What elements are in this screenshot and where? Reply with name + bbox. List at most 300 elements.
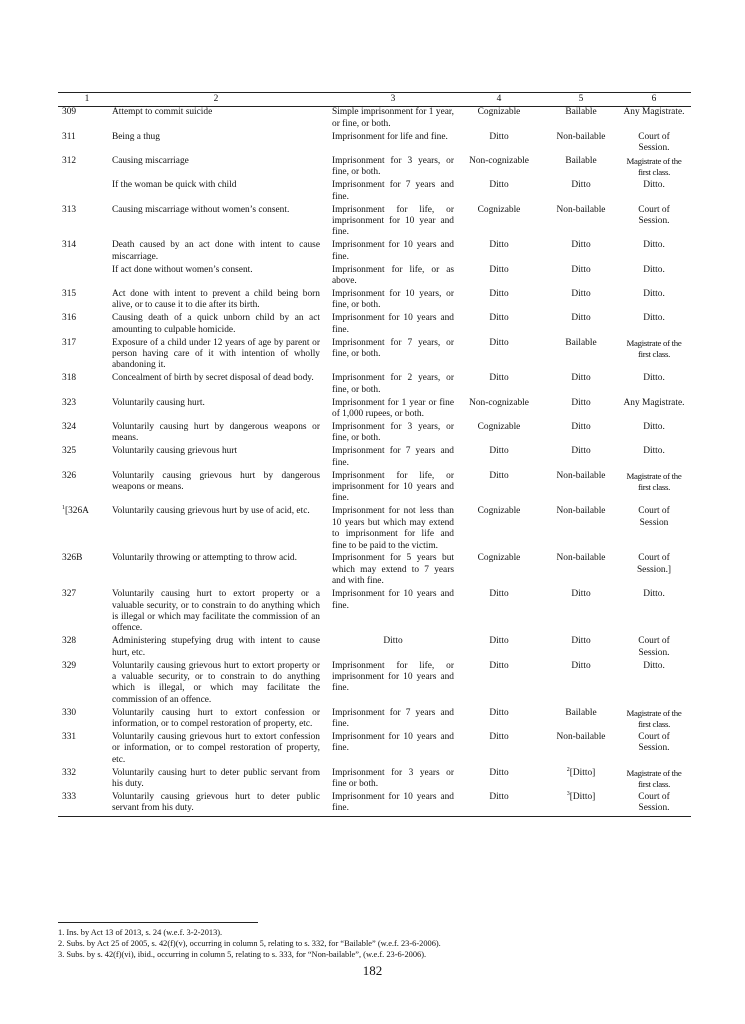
- punishment-cell: [332, 338, 459, 374]
- table-row: [58, 661, 691, 708]
- offence-cell: [112, 373, 332, 397]
- offence-cell: [112, 156, 332, 180]
- punishment-cell: [332, 205, 459, 241]
- cognizable-cell-text: Ditto: [489, 660, 509, 671]
- section-number: [58, 373, 112, 397]
- cognizable-cell: [459, 553, 539, 589]
- section-number-text: 332: [62, 767, 77, 778]
- court-cell-text: Magistrate of the first class.: [626, 707, 682, 730]
- court-cell-text: Ditto.: [643, 589, 665, 600]
- cognizable-cell-text: Ditto: [489, 792, 509, 803]
- cognizable-cell: [459, 422, 539, 446]
- punishment-cell-text: Imprisonment for life, or imprisonment for 10 years and fine.: [332, 660, 454, 694]
- court-cell: [623, 313, 691, 337]
- offence-cell-text: Voluntarily causing grievous hurt to extort property or a valuable security, or to constrain to do anything which is illegal, or which may facilitate the commission of an offence.: [112, 660, 320, 705]
- table-row: [58, 338, 691, 374]
- section-number: [58, 661, 112, 708]
- offence-cell-text: Act done with intent to prevent a child being born alive, or to cause it to die after its birth.: [112, 289, 320, 311]
- bailable-cell-text: Non-bailable: [556, 732, 606, 743]
- footnote-divider: [58, 922, 258, 923]
- section-number-text: 326B: [62, 553, 83, 564]
- bailable-cell: [539, 338, 623, 374]
- footnote: 2. Subs. by Act 25 of 2005, s. 42(f)(v), occurring in column 5, relating to s. 332, for “Bailable” (w.e.f. 23-6-2006).: [58, 939, 441, 948]
- offence-cell-text: Administering stupefying drug with intent to cause hurt, etc.: [112, 636, 320, 658]
- footnote: 3. Subs. by s. 42(f)(vi), ibid., occurring in column 5, relating to s. 333, for “Non-bailable”, (w.e.f. 23-6-2006).: [58, 950, 427, 959]
- cognizable-cell: [459, 589, 539, 636]
- bailable-cell: [539, 107, 623, 132]
- punishment-cell: [332, 708, 459, 732]
- court-cell-text: Ditto.: [643, 446, 665, 457]
- punishment-cell-text: Imprisonment for life, or imprisonment for 10 years and fine.: [332, 470, 454, 504]
- court-cell-text: Ditto.: [643, 313, 665, 324]
- table-row: [58, 180, 691, 204]
- table-body: [58, 107, 691, 817]
- offence-cell: [112, 732, 332, 768]
- cognizable-cell: [459, 373, 539, 397]
- court-cell: [623, 422, 691, 446]
- offence-cell: [112, 471, 332, 507]
- column-number: 1: [84, 94, 90, 104]
- punishment-cell-text: Imprisonment for life, or as above.: [332, 264, 454, 287]
- section-number: [58, 180, 112, 204]
- section-number: [58, 265, 112, 289]
- bailable-cell: [539, 471, 623, 507]
- offence-cell: [112, 107, 332, 132]
- punishment-cell-text: Imprisonment for 10 years, or fine, or both.: [332, 289, 454, 311]
- offence-cell: [112, 398, 332, 422]
- court-cell: [623, 661, 691, 708]
- punishment-cell-text: Imprisonment for 2 years, or fine, or both.: [332, 373, 454, 395]
- court-cell-text: Magistrate of the first class.: [626, 156, 682, 178]
- section-number-text: 325: [62, 446, 77, 457]
- bailable-cell: [539, 240, 623, 264]
- bailable-cell-text: Non-bailable: [556, 204, 606, 215]
- punishment-cell: [332, 107, 459, 132]
- offence-cell: [112, 422, 332, 446]
- cognizable-cell: [459, 313, 539, 337]
- table-row: [58, 398, 691, 422]
- cognizable-cell: [459, 132, 539, 156]
- section-number: [58, 240, 112, 264]
- bailable-cell-text: Bailable: [565, 107, 597, 118]
- bailable-cell-text: Ditto: [571, 589, 591, 600]
- bailable-cell-text: Ditto: [571, 180, 591, 191]
- bailable-cell: [539, 553, 623, 589]
- court-cell: [623, 265, 691, 289]
- section-number: [58, 338, 112, 374]
- section-number: [58, 553, 112, 589]
- court-cell: [623, 768, 691, 792]
- bailable-cell: [539, 265, 623, 289]
- table-row: [58, 732, 691, 768]
- punishment-cell-text: Imprisonment for not less than 10 years but which may extend to imprisonment for life and fine to be paid to the victim.: [332, 506, 454, 551]
- bailable-cell-text: Ditto: [571, 397, 591, 408]
- cognizable-cell-text: Ditto: [489, 180, 509, 191]
- court-cell-text: Court of Session.: [638, 204, 670, 227]
- table-row: [58, 205, 691, 241]
- bailable-cell: [539, 446, 623, 470]
- bailable-cell-text: Bailable: [565, 337, 597, 348]
- offence-cell: [112, 180, 332, 204]
- court-cell-text: Magistrate of the first class.: [626, 767, 682, 790]
- section-number: [58, 636, 112, 660]
- court-cell: [623, 506, 691, 553]
- offence-cell: [112, 768, 332, 792]
- offence-cell-text: Voluntarily causing hurt to extort confession or information, or to compel restoration of property, etc.: [112, 707, 320, 730]
- punishment-cell-text: Imprisonment for 10 years and fine.: [332, 589, 454, 611]
- column-number: 2: [213, 94, 219, 104]
- offence-cell-text: Voluntarily causing hurt to extort property or a valuable security, or to constrain to do anything which is illegal or which may facilitate the commission of an offence.: [112, 589, 320, 634]
- offence-cell-text: Concealment of birth by secret disposal of dead body.: [112, 373, 314, 384]
- offence-cell: [112, 338, 332, 374]
- punishment-cell-text: Imprisonment for 10 years and fine.: [332, 313, 454, 335]
- court-cell-text: Court of Session.: [638, 636, 670, 658]
- offence-cell: [112, 132, 332, 156]
- punishment-cell: [332, 132, 459, 156]
- court-cell: [623, 205, 691, 241]
- cognizable-cell-text: Ditto: [489, 446, 509, 457]
- bailable-cell: [539, 589, 623, 636]
- cognizable-cell-text: Cognizable: [477, 204, 521, 215]
- court-cell-text: Ditto.: [643, 240, 665, 251]
- section-number: [58, 289, 112, 313]
- offence-cell-text: Voluntarily causing grievous hurt by dangerous weapons or means.: [112, 470, 320, 492]
- cognizable-cell-text: Cognizable: [477, 421, 521, 432]
- offence-cell-text: Causing death of a quick unborn child by an act amounting to culpable homicide.: [112, 313, 320, 335]
- cognizable-cell-text: Ditto: [489, 131, 509, 142]
- cognizable-cell: [459, 471, 539, 507]
- section-number-text: 333: [62, 792, 77, 803]
- offence-cell: [112, 265, 332, 289]
- offence-cell-text: Voluntarily causing grievous hurt to extort confession or information, or to compel restoration of property, etc.: [112, 732, 320, 765]
- offence-cell-text: Death caused by an act done with intent to cause miscarriage.: [112, 240, 320, 262]
- bailable-cell: [539, 289, 623, 313]
- offence-cell-text: Voluntarily causing hurt by dangerous weapons or means.: [112, 421, 320, 444]
- offence-cell: [112, 792, 332, 817]
- punishment-cell: [332, 589, 459, 636]
- court-cell: [623, 446, 691, 470]
- offence-cell-text: Causing miscarriage without women’s consent.: [112, 204, 290, 215]
- bailable-cell-text: Non-bailable: [556, 553, 606, 564]
- table-row: [58, 289, 691, 313]
- cognizable-cell: [459, 240, 539, 264]
- punishment-cell: [332, 471, 459, 507]
- offence-cell: [112, 205, 332, 241]
- punishment-cell-text: Simple imprisonment for 1 year, or fine, or both.: [332, 107, 454, 129]
- bailable-cell: [539, 180, 623, 204]
- cognizable-cell: [459, 156, 539, 180]
- punishment-cell: [332, 265, 459, 289]
- section-number: [58, 708, 112, 732]
- cognizable-cell: [459, 768, 539, 792]
- bailable-cell: [539, 422, 623, 446]
- court-cell-text: Court of Session: [638, 506, 670, 528]
- punishment-cell-text: Imprisonment for 7 years, or fine, or both.: [332, 337, 454, 360]
- section-number: [58, 792, 112, 817]
- section-number: [58, 471, 112, 507]
- punishment-cell-text: Imprisonment for 10 years and fine.: [332, 240, 454, 262]
- offence-cell: [112, 313, 332, 337]
- punishment-cell: [332, 768, 459, 792]
- court-cell: [623, 708, 691, 732]
- offence-cell-text: Voluntarily throwing or attempting to throw acid.: [112, 553, 297, 564]
- table-row: [58, 792, 691, 817]
- bailable-cell-text: [Ditto]: [569, 792, 596, 803]
- court-cell: [623, 289, 691, 313]
- punishment-cell: [332, 422, 459, 446]
- cognizable-cell-text: Ditto: [489, 636, 509, 647]
- offence-cell: [112, 553, 332, 589]
- cognizable-cell-text: Ditto: [489, 767, 509, 778]
- cognizable-cell-text: Ditto: [489, 707, 509, 718]
- punishment-cell-text: Imprisonment for 1 year or fine of 1,000 rupees, or both.: [332, 397, 454, 420]
- punishment-cell-text: Imprisonment for 3 years, or fine, or both.: [332, 156, 454, 178]
- court-cell: [623, 373, 691, 397]
- court-cell-text: Court of Session.: [638, 131, 670, 154]
- court-cell-text: Court of Session.: [638, 792, 670, 814]
- section-number-text: 323: [62, 397, 77, 408]
- punishment-cell-text: Imprisonment for 7 years and fine.: [332, 180, 454, 202]
- court-cell: [623, 792, 691, 817]
- bailable-cell-text: Bailable: [565, 707, 597, 718]
- punishment-cell: [332, 553, 459, 589]
- cognizable-cell: [459, 289, 539, 313]
- bailable-cell: [539, 132, 623, 156]
- punishment-cell: [332, 180, 459, 204]
- court-cell-text: Court of Session.]: [636, 553, 672, 575]
- bailable-cell-text: Ditto: [571, 313, 591, 324]
- table-row: [58, 132, 691, 156]
- footnote: 1. Ins. by Act 13 of 2013, s. 24 (w.e.f. 3-2-2013).: [58, 928, 223, 937]
- punishment-cell: [332, 240, 459, 264]
- offence-cell-text: Attempt to commit suicide: [112, 107, 213, 118]
- bailable-cell: [539, 398, 623, 422]
- cognizable-cell: [459, 661, 539, 708]
- punishment-cell-text: Imprisonment for 7 years and fine.: [332, 446, 454, 468]
- section-number: [58, 205, 112, 241]
- court-cell-text: Court of Session.: [638, 732, 670, 754]
- section-number: [58, 446, 112, 470]
- bailable-cell-text: [Ditto]: [569, 767, 596, 778]
- bailable-cell-text: Ditto: [571, 660, 591, 671]
- bailable-cell: [539, 205, 623, 241]
- table-row: [58, 553, 691, 589]
- bailable-cell-text: Ditto: [571, 446, 591, 457]
- offence-cell-text: Voluntarily causing hurt to deter public servant from his duty.: [112, 767, 320, 790]
- bailable-cell: [539, 792, 623, 817]
- court-cell-text: Ditto.: [643, 373, 665, 384]
- punishment-cell-text: Imprisonment for 10 years and fine.: [332, 732, 454, 754]
- section-number: [58, 156, 112, 180]
- section-number-text: 331: [62, 732, 77, 743]
- section-number: [58, 768, 112, 792]
- cognizable-cell-text: Ditto: [489, 289, 509, 299]
- section-number-text: 312: [62, 156, 77, 167]
- section-number-text: 315: [62, 289, 77, 299]
- column-number: 5: [578, 94, 584, 104]
- cognizable-cell-text: Cognizable: [477, 506, 521, 517]
- bailable-cell-text: Ditto: [571, 636, 591, 647]
- footnote-marker: 3: [566, 790, 570, 797]
- section-number: [58, 422, 112, 446]
- column-number: 6: [651, 94, 657, 104]
- section-number-text: 324: [62, 421, 77, 432]
- offence-cell: [112, 446, 332, 470]
- offence-cell-text: Causing miscarriage: [112, 156, 189, 167]
- punishment-cell: [332, 792, 459, 817]
- section-number: [58, 107, 112, 132]
- offence-cell: [112, 589, 332, 636]
- offence-cell: [112, 636, 332, 660]
- column-number-row: [58, 93, 691, 107]
- punishment-cell: [332, 661, 459, 708]
- section-number: [58, 506, 112, 553]
- section-number: [58, 589, 112, 636]
- cognizable-cell-text: Ditto: [489, 337, 509, 348]
- table-row: [58, 240, 691, 264]
- bailable-cell: [539, 373, 623, 397]
- bailable-cell: [539, 661, 623, 708]
- court-cell-text: Ditto.: [643, 264, 665, 275]
- cognizable-cell: [459, 180, 539, 204]
- footnotes: [58, 927, 698, 960]
- court-cell-text: Ditto.: [643, 180, 665, 191]
- bailable-cell: [539, 708, 623, 732]
- table-row: [58, 265, 691, 289]
- section-number: [58, 132, 112, 156]
- bailable-cell: [539, 732, 623, 768]
- section-number-text: [326A: [65, 506, 89, 517]
- table-row: [58, 107, 691, 132]
- bailable-cell-text: Ditto: [571, 421, 591, 432]
- section-number-text: 309: [62, 107, 77, 118]
- punishment-cell: [332, 398, 459, 422]
- punishment-cell-text: Imprisonment for life and fine.: [332, 131, 448, 142]
- table-row: [58, 422, 691, 446]
- table-row: [58, 373, 691, 397]
- section-number-text: 318: [62, 373, 77, 384]
- cognizable-cell: [459, 107, 539, 132]
- punishment-cell: [332, 732, 459, 768]
- table-row: [58, 156, 691, 180]
- section-number-text: 317: [62, 337, 77, 348]
- table-row: [58, 768, 691, 792]
- column-number: 3: [390, 94, 396, 104]
- offence-cell: [112, 708, 332, 732]
- table-row: [58, 589, 691, 636]
- punishment-cell: [332, 506, 459, 553]
- punishment-cell-text: Imprisonment for 10 years and fine.: [332, 792, 454, 814]
- cognizable-cell: [459, 636, 539, 660]
- court-cell: [623, 398, 691, 422]
- cognizable-cell: [459, 446, 539, 470]
- cognizable-cell-text: Cognizable: [477, 553, 521, 564]
- offence-cell-text: Voluntarily causing grievous hurt to deter public servant from his duty.: [112, 792, 320, 814]
- court-cell: [623, 107, 691, 132]
- offence-cell-text: If act done without women’s consent.: [112, 264, 253, 275]
- court-cell: [623, 471, 691, 507]
- footnote-marker: 1: [62, 505, 65, 512]
- cognizable-cell-text: Ditto: [489, 264, 509, 275]
- section-number: [58, 732, 112, 768]
- bailable-cell: [539, 636, 623, 660]
- court-cell: [623, 338, 691, 374]
- court-cell: [623, 589, 691, 636]
- punishment-cell-text: Imprisonment for 3 years or fine or both.: [332, 767, 454, 790]
- section-number-text: 328: [62, 636, 77, 647]
- cognizable-cell-text: Non-cognizable: [469, 397, 529, 408]
- offence-cell: [112, 240, 332, 264]
- offence-cell-text: Voluntarily causing hurt.: [112, 397, 205, 408]
- punishment-cell-text: Ditto: [383, 636, 403, 647]
- court-cell: [623, 553, 691, 589]
- bailable-cell-text: Ditto: [571, 264, 591, 275]
- offence-cell-text: Voluntarily causing grievous hurt by use of acid, etc.: [112, 506, 310, 517]
- offence-cell-text: Being a thug: [112, 131, 160, 142]
- bailable-cell-text: Ditto: [571, 373, 591, 384]
- court-cell: [623, 180, 691, 204]
- punishment-cell: [332, 156, 459, 180]
- court-cell: [623, 636, 691, 660]
- table-row: [58, 506, 691, 553]
- cognizable-cell: [459, 732, 539, 768]
- cognizable-cell: [459, 792, 539, 817]
- offence-cell: [112, 661, 332, 708]
- punishment-cell-text: Imprisonment for 7 years and fine.: [332, 707, 454, 730]
- cognizable-cell-text: Ditto: [489, 313, 509, 324]
- court-cell-text: Ditto.: [643, 660, 665, 671]
- bailable-cell-text: Ditto: [571, 289, 591, 299]
- court-cell: [623, 732, 691, 768]
- cognizable-cell: [459, 265, 539, 289]
- section-number-text: 330: [62, 707, 77, 718]
- bailable-cell: [539, 313, 623, 337]
- cognizable-cell-text: Non-cognizable: [469, 156, 529, 167]
- page-number: 182: [362, 963, 383, 978]
- cognizable-cell: [459, 398, 539, 422]
- bailable-cell: [539, 156, 623, 180]
- section-number-text: 313: [62, 204, 77, 215]
- court-cell: [623, 132, 691, 156]
- cognizable-cell: [459, 506, 539, 553]
- cognizable-cell-text: Ditto: [489, 373, 509, 384]
- punishment-cell-text: Imprisonment for 5 years but which may extend to 7 years and with fine.: [332, 553, 454, 587]
- cognizable-cell-text: Ditto: [489, 589, 509, 600]
- court-cell: [623, 240, 691, 264]
- cognizable-cell-text: Ditto: [489, 470, 509, 481]
- bailable-cell-text: Ditto: [571, 240, 591, 251]
- offence-cell-text: Voluntarily causing grievous hurt: [112, 446, 238, 457]
- bailable-cell-text: Bailable: [565, 156, 597, 167]
- bailable-cell-text: Non-bailable: [556, 470, 606, 481]
- section-number-text: 329: [62, 660, 77, 671]
- section-number-text: 326: [62, 470, 77, 481]
- court-cell-text: Any Magistrate.: [623, 397, 685, 408]
- cognizable-cell-text: Cognizable: [477, 107, 521, 118]
- cognizable-cell-text: Ditto: [489, 240, 509, 251]
- schedule-table: [58, 92, 691, 817]
- court-cell-text: Magistrate of the first class.: [626, 337, 682, 360]
- court-cell: [623, 156, 691, 180]
- punishment-cell-text: Imprisonment for life, or imprisonment for 10 year and fine.: [332, 204, 454, 238]
- cognizable-cell: [459, 708, 539, 732]
- table-row: [58, 446, 691, 470]
- table-row: [58, 636, 691, 660]
- section-number-text: 311: [62, 131, 76, 142]
- table-row: [58, 708, 691, 732]
- court-cell-text: Magistrate of the first class.: [626, 470, 682, 492]
- table-row: [58, 313, 691, 337]
